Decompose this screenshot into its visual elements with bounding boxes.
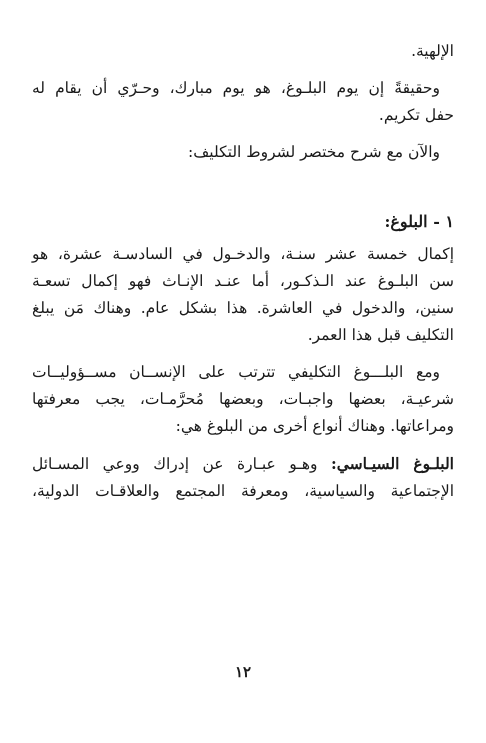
paragraph-intro bbox=[32, 139, 454, 166]
paragraph-age bbox=[32, 241, 454, 349]
text-line: ومع البلـــوغ التكليفي تترتب على الإنســان مســؤوليــات bbox=[32, 363, 440, 381]
paragraph-continuation bbox=[32, 38, 454, 65]
text-line: ومراعاتها. وهناك أنواع أخرى من البلوغ هي: bbox=[175, 417, 454, 435]
text-line: وحقيقةً إن يوم البلـوغ، هو يوم مبارك، وحـرّي أن يقام له bbox=[32, 79, 440, 97]
text-line: إكمال خمسة عشر سنـة، والدخـول في السادسـة عشرة، هو bbox=[32, 245, 454, 263]
page-body bbox=[32, 38, 454, 713]
text-line: حفل تكريم. bbox=[378, 106, 454, 124]
text-line bbox=[32, 450, 454, 478]
text-line: الإجتماعية والسياسية، ومعرفة المجتمع والعلاقـات الدولية، bbox=[32, 482, 454, 500]
paragraph-political bbox=[32, 450, 454, 505]
text-line: والآن مع شرح مختصر لشروط التكليف: bbox=[188, 143, 440, 161]
text-line: التكليف قبل هذا العمر. bbox=[307, 326, 454, 344]
text-line: سنين، والدخول في العاشرة. هذا بشكل عام. وهناك مَن يبلغ bbox=[32, 299, 454, 317]
section-heading: ١ - البلوغ: bbox=[384, 212, 454, 231]
text-line: شرعيـة، بعضها واجبـات، وبعضها مُحرَّمـات، يجب معرفتها bbox=[32, 390, 454, 408]
page-number: ١٢ bbox=[234, 663, 252, 681]
text-line: سن البلـوغ عند الـذكـور، أما عنـد الإنـاث فهو إكمال تسعـة bbox=[32, 272, 454, 290]
paragraph-responsibilities bbox=[32, 359, 454, 440]
term-label: البلـوغ السيـاسي: bbox=[330, 454, 454, 473]
paragraph-celebration bbox=[32, 75, 454, 129]
text-line: الإلهية. bbox=[411, 42, 454, 60]
term-definition: وهـو عبـارة عن إدراك ووعي المسـائل bbox=[32, 455, 331, 473]
